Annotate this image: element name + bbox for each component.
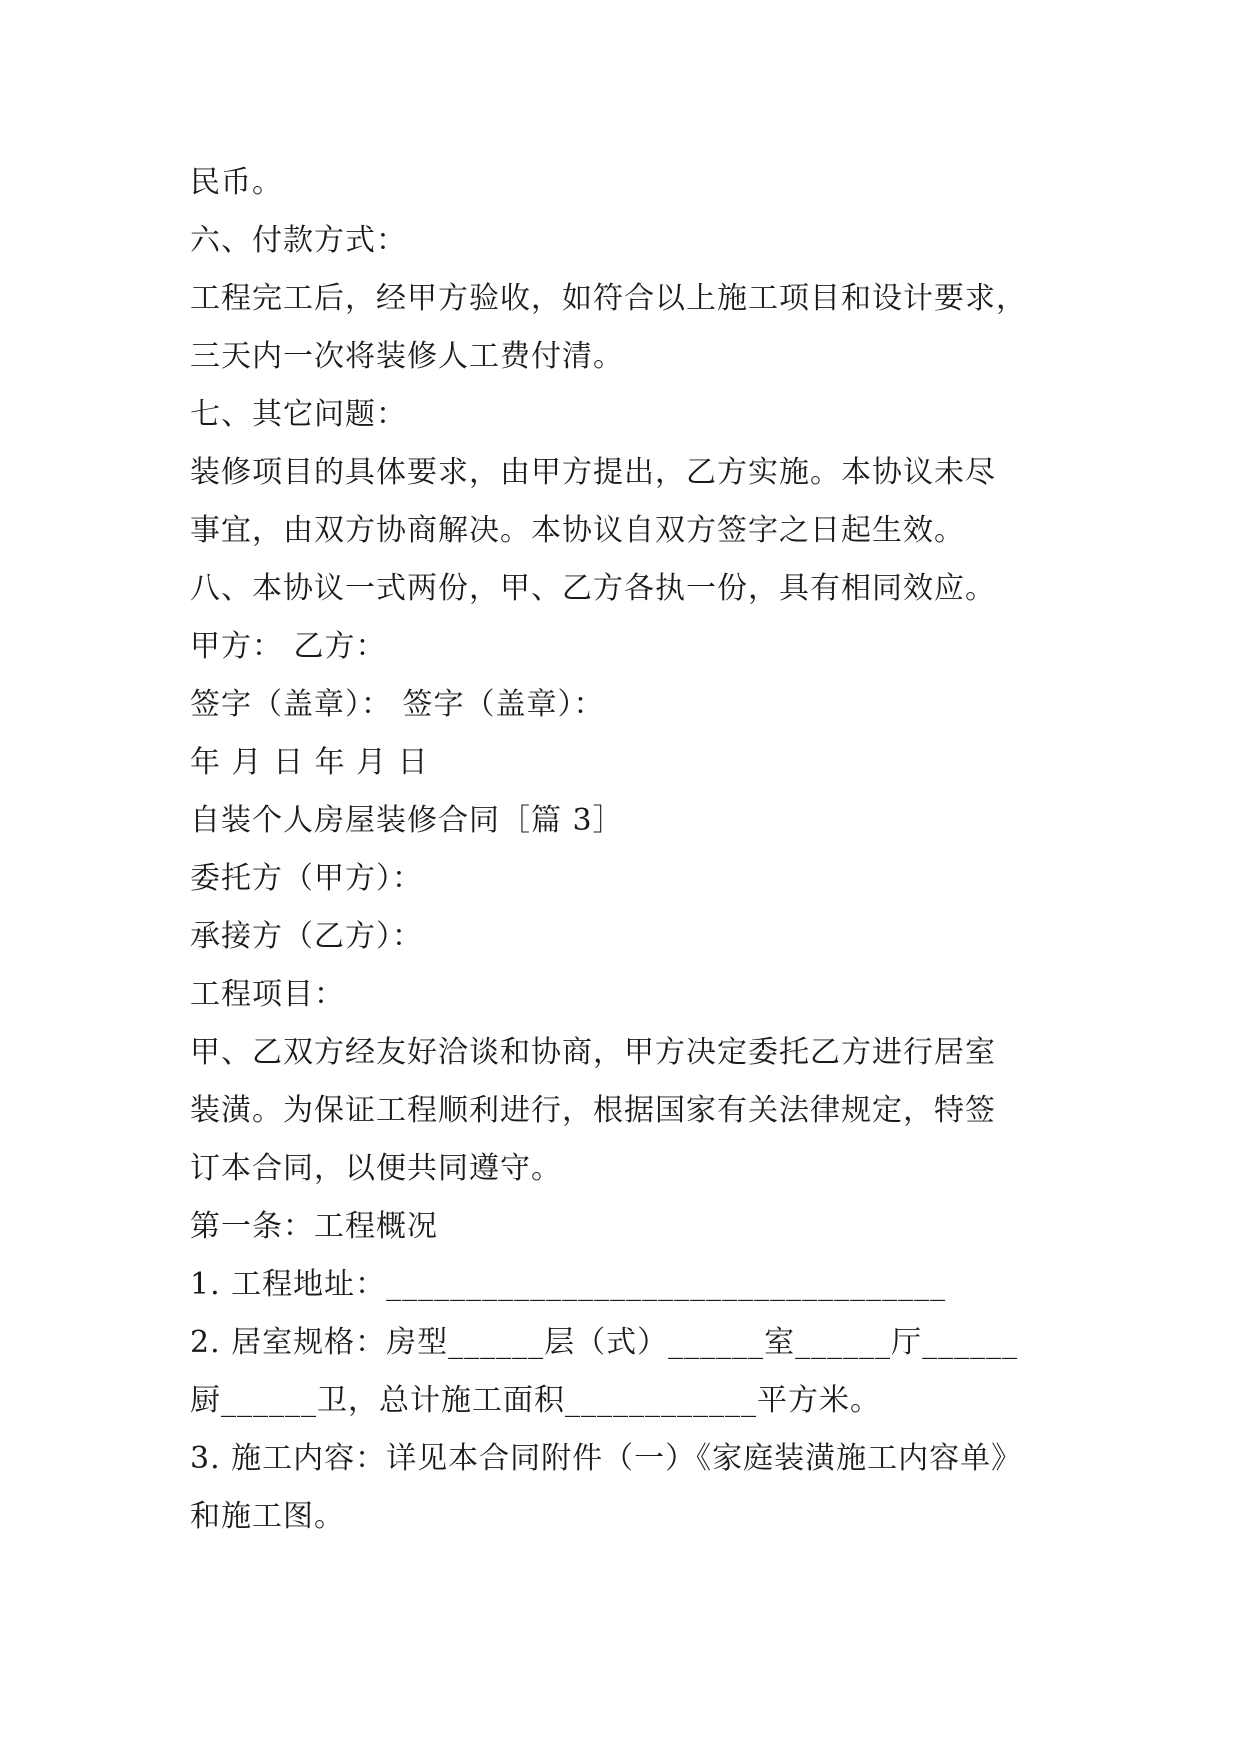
text-line: 甲、乙双方经友好洽谈和协商，甲方决定委托乙方进行居室 xyxy=(190,1035,996,1070)
text-line: 民币。 xyxy=(190,165,283,200)
contract-title: 自装个人房屋装修合同［篇 3］ xyxy=(190,803,624,838)
contractor-label: 承接方（乙方）： xyxy=(190,919,423,954)
project-label: 工程项目： xyxy=(190,977,345,1012)
text-line: 订本合同，以便共同遵守。 xyxy=(190,1151,562,1186)
client-label: 委托方（甲方）： xyxy=(190,861,423,896)
room-spec-line-cont: 厨______卫，总计施工面积____________平方米。 xyxy=(190,1383,881,1418)
section-heading-payment: 六、付款方式： xyxy=(190,223,407,258)
text-line: 八、本协议一式两份，甲、乙方各执一份，具有相同效应。 xyxy=(190,571,996,606)
text-line: 事宜，由双方协商解决。本协议自双方签字之日起生效。 xyxy=(190,513,965,548)
signature-labels: 签字（盖章）： 签字（盖章）： xyxy=(190,687,605,722)
text-line: 装修项目的具体要求，由甲方提出，乙方实施。本协议未尽 xyxy=(190,455,996,490)
text-line: 三天内一次将装修人工费付清。 xyxy=(190,339,624,374)
date-labels: 年 月 日 年 月 日 xyxy=(190,745,429,780)
work-content-line: 3. 施工内容：详见本合同附件（一）《家庭装潢施工内容单》 xyxy=(190,1441,1023,1476)
project-address-line: 1. 工程地址：___________________________________ xyxy=(190,1267,947,1302)
text-line: 装潢。为保证工程顺利进行，根据国家有关法律规定，特签 xyxy=(190,1093,996,1128)
text-line: 工程完工后，经甲方验收，如符合以上施工项目和设计要求， xyxy=(190,281,1027,316)
article-heading: 第一条：工程概况 xyxy=(190,1209,438,1244)
text-line: 和施工图。 xyxy=(190,1499,345,1534)
room-spec-line: 2. 居室规格：房型______层（式）______室______厅______ xyxy=(190,1325,1019,1360)
party-labels: 甲方： 乙方： xyxy=(190,629,387,664)
section-heading-other: 七、其它问题： xyxy=(190,397,407,432)
